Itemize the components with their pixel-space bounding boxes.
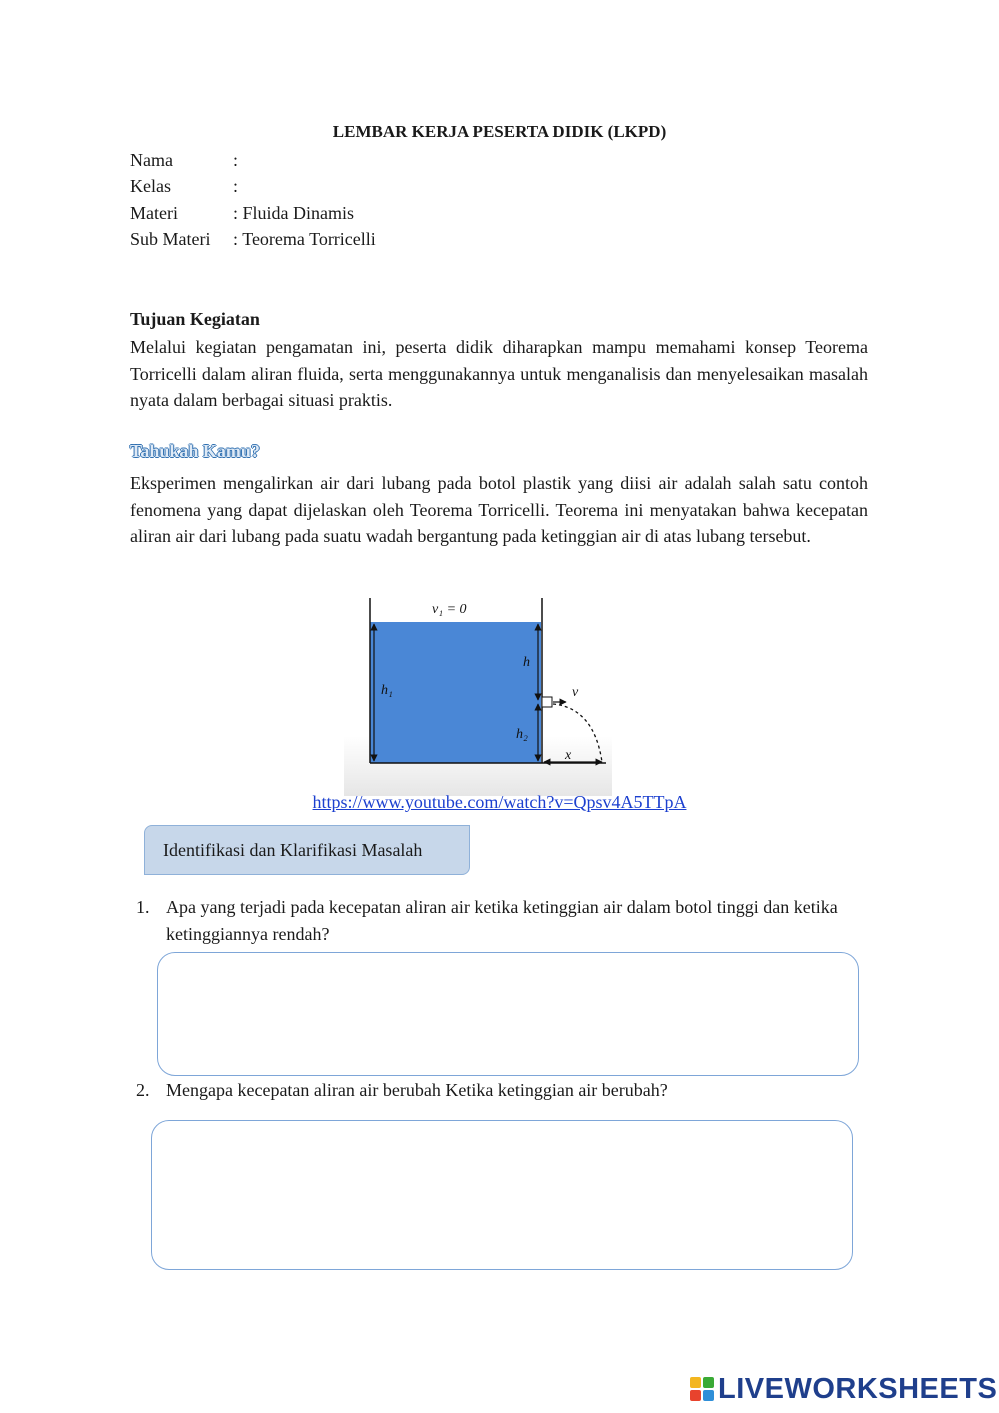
field-separator: : [233,203,239,223]
logo-text: LIVEWORKSHEETS [718,1372,998,1405]
label-h2: h₂ [516,727,528,742]
label-x: x [565,748,572,763]
field-separator: : [233,176,239,196]
question-text: Mengapa kecepatan aliran air berubah Ketika ketinggian air berubah? [166,1080,668,1100]
logo-square-icon [703,1377,714,1388]
tahukah-heading: Tahukah Kamu? [130,441,260,461]
tahukah-paragraph: Eksperimen mengalirkan air dari lubang pada botol plastik yang diisi air adalah salah satu contoh fenomena yang dapat dijelaskan oleh Teorema Torricelli. Teorema ini menyatakan bahwa kecepatan aliran air dari lubang pada suatu wadah bergantung pada ketinggian air di atas lubang tersebut. [130,473,868,546]
hole-nozzle [542,697,552,707]
field-nama [130,147,238,173]
question-text: Apa yang terjadi pada kecepatan aliran air ketika ketinggian air dalam botol tinggi dan ketika ketinggiannya rendah? [166,897,838,944]
label-h1: h₁ [381,683,393,698]
field-label: Materi [130,203,178,223]
field-label: Nama [130,150,173,170]
logo-square-icon [690,1390,701,1401]
logo-square-icon [703,1390,714,1401]
answer-box-1[interactable] [157,952,859,1076]
field-label: Sub Materi [130,229,211,249]
field-value: Fluida Dinamis [242,203,355,223]
field-kelas [130,173,238,199]
tujuan-heading: Tujuan Kegiatan [130,309,260,329]
question-number: 2. [136,1080,150,1100]
answer-box-2[interactable] [151,1120,853,1270]
field-separator: : [233,150,239,170]
logo-square-icon [690,1377,701,1388]
field-materi [130,200,354,226]
label-v: v [572,685,579,700]
tujuan-paragraph: Melalui kegiatan pengamatan ini, peserta didik diharapkan mampu memahami konsep Teorema Torricelli dalam aliran fluida, serta menggunakannya untuk menganalisis dan menyelesaikan masalah nyata dalam berbagai situasi praktis. [130,337,868,410]
field-sub-materi [130,226,376,252]
question-2 [136,1077,876,1104]
torricelli-diagram [344,596,612,796]
field-separator: : [233,229,239,249]
field-value: Teorema Torricelli [242,229,376,249]
question-number: 1. [136,897,150,917]
logo-grid-icon [690,1377,714,1401]
page-title: LEMBAR KERJA PESERTA DIDIK (LKPD) [332,122,667,141]
liveworksheets-logo [690,1372,998,1406]
video-link[interactable]: https://www.youtube.com/watch?v=Qpsv4A5TTpA [312,792,687,812]
field-label: Kelas [130,176,171,196]
label-v1: v₁ = 0 [432,602,467,617]
question-1 [136,894,876,948]
label-h: h [523,655,530,670]
section-identifikasi-box: Identifikasi dan Klarifikasi Masalah [144,825,470,875]
